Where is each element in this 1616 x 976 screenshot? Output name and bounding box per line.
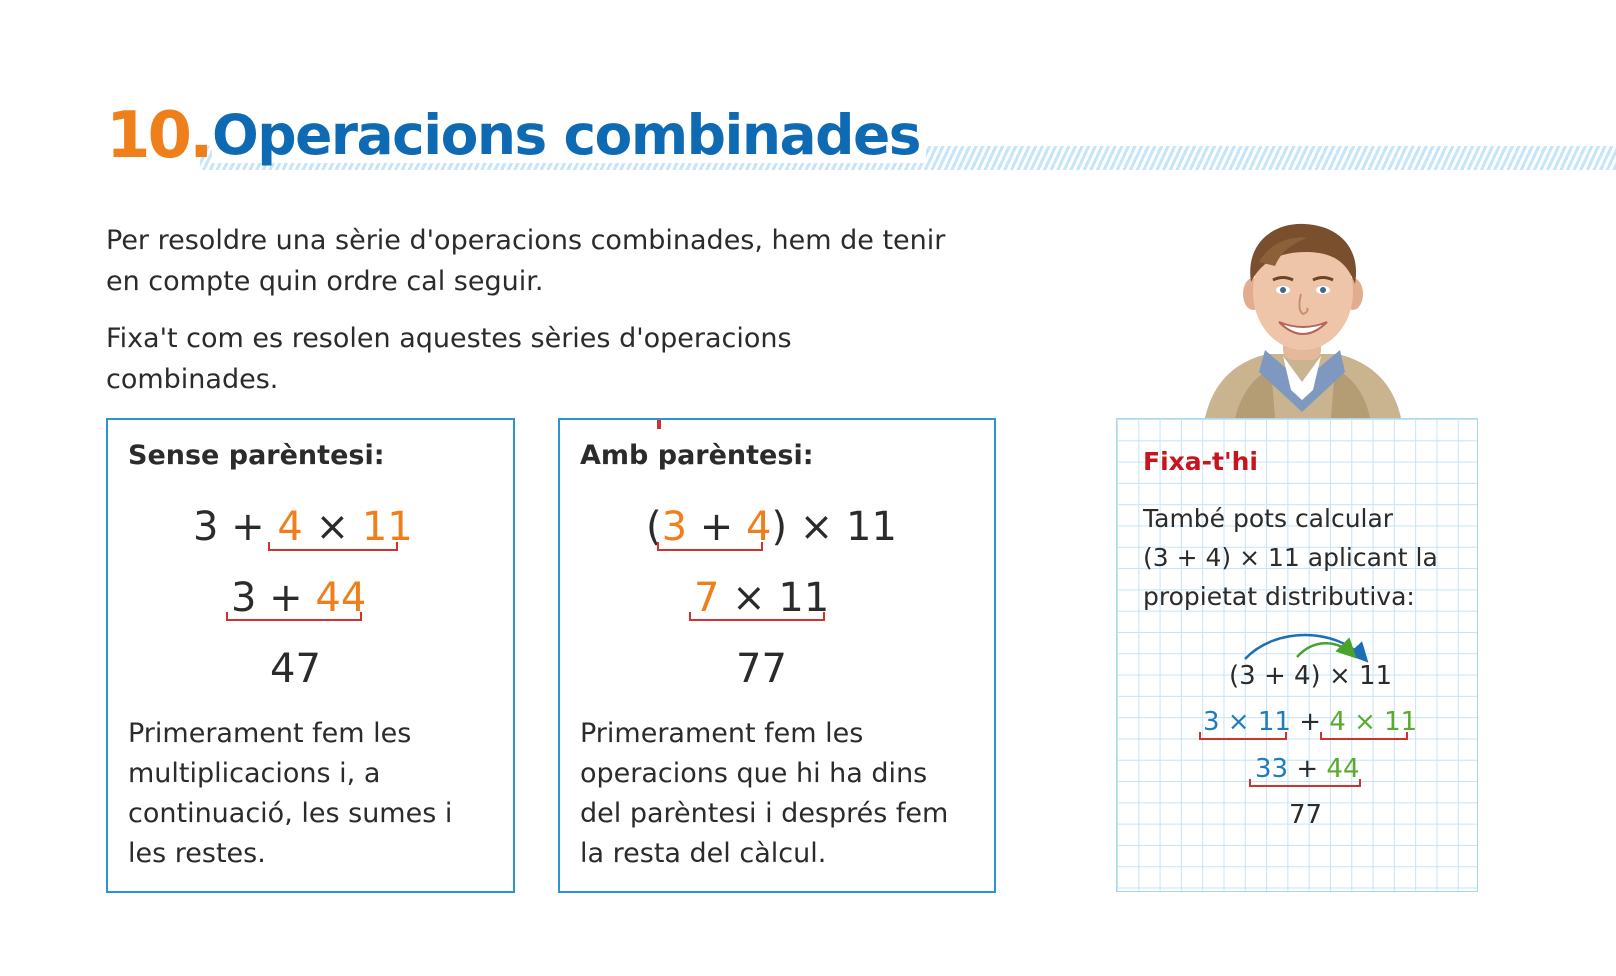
box-heading: Amb parèntesi: <box>580 440 814 471</box>
expr-part: × 11 <box>787 504 897 550</box>
section-number: 10. <box>106 99 211 173</box>
expression-result: 47 <box>270 646 321 692</box>
expression-result: 77 <box>736 646 787 692</box>
intro-line: Fixa't com es resolen aquestes sèries d'operacions <box>106 323 792 354</box>
tip-term-blue: 33 <box>1255 754 1289 784</box>
tip-term-green: 4 × 11 <box>1329 707 1418 737</box>
red-bracket <box>1199 732 1287 740</box>
red-bracket <box>689 612 825 621</box>
explanation-line: les restes. <box>128 838 266 869</box>
expr-part: × 11 <box>719 575 830 621</box>
expr-operand: 11 <box>361 504 413 550</box>
explanation-text <box>128 714 452 874</box>
expr-operator: × <box>302 504 362 550</box>
expr-operand: 7 <box>694 575 720 621</box>
example-box-without-parentheses <box>106 418 515 893</box>
expr-operand: 4 <box>746 504 772 550</box>
tip-panel <box>1116 418 1478 892</box>
expr-operand: 3 <box>661 504 688 550</box>
red-bracket <box>1320 732 1408 740</box>
example-box-with-parentheses <box>558 418 996 893</box>
red-bracket <box>268 542 398 551</box>
expr-operand: 4 <box>277 504 303 550</box>
explanation-text <box>580 714 948 874</box>
red-bracket <box>226 612 362 621</box>
explanation-line: Primerament fem les <box>580 718 864 749</box>
tip-line: També pots calcular <box>1143 504 1394 533</box>
page-title: Operacions combinades <box>212 108 926 163</box>
tip-line: (3 + 4) × 11 aplicant la <box>1143 543 1438 572</box>
expr-part: 3 + <box>231 575 316 621</box>
expression-line-1 <box>646 504 897 550</box>
intro-line: combinades. <box>106 364 279 395</box>
expression-line-1 <box>193 504 413 550</box>
explanation-line: del parèntesi i després fem <box>580 798 949 829</box>
expr-operator: + <box>687 504 747 550</box>
red-bracket <box>657 542 763 551</box>
box-heading: Sense parèntesi: <box>128 440 385 471</box>
intro-line: Per resoldre una sèrie d'operacions combinades, hem de tenir <box>106 225 946 256</box>
explanation-line: Primerament fem les <box>128 718 412 749</box>
tip-term-green: 44 <box>1326 754 1360 784</box>
expr-part: 3 + <box>193 504 278 550</box>
tip-term-blue: 3 × 11 <box>1203 707 1291 737</box>
explanation-line: operacions que hi ha dins <box>580 758 928 789</box>
tip-operator: + <box>1290 707 1330 737</box>
tip-text <box>1143 499 1438 616</box>
expr-part: ) <box>771 504 788 550</box>
explanation-line: multiplicacions i, a <box>128 758 381 789</box>
tip-heading: Fixa-t'hi <box>1143 447 1258 476</box>
red-bracket <box>657 420 661 429</box>
boy-photo <box>1195 222 1410 418</box>
red-bracket <box>1249 779 1361 787</box>
intro-line: en compte quin ordre cal seguir. <box>106 266 544 297</box>
expr-part: ( <box>646 504 662 550</box>
explanation-line: la resta del càlcul. <box>580 838 827 869</box>
intro-paragraph-2 <box>106 318 792 400</box>
tip-result: 77 <box>1289 800 1323 830</box>
explanation-line: continuació, les sumes i <box>128 798 453 829</box>
tip-expression-line-1: (3 + 4) × 11 <box>1229 661 1393 691</box>
expr-operand: 44 <box>315 575 367 621</box>
tip-line: propietat distributiva: <box>1143 582 1415 611</box>
tip-operator: + <box>1288 754 1327 784</box>
intro-paragraph-1 <box>106 220 945 302</box>
